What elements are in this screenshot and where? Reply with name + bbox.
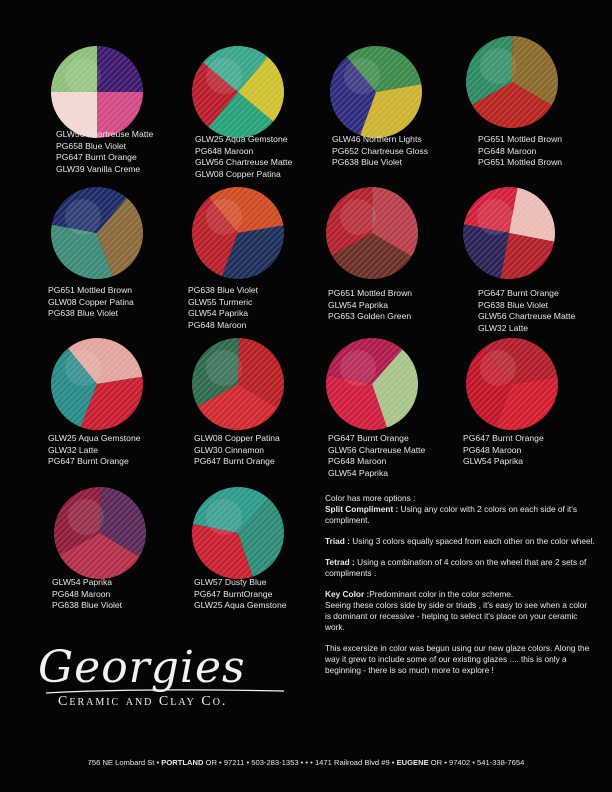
glaze-name: GLW56 Chartreuse Matte (478, 311, 576, 322)
glaze-name: GLW39 Vanilla Creme (56, 163, 141, 174)
swatch-texture (326, 338, 418, 430)
swatch-highlight (206, 58, 242, 94)
glaze-name: GLW56 Chartreuse Matte (56, 129, 154, 139)
swatch-highlight (206, 350, 242, 386)
swatch-label-5 (48, 285, 134, 320)
swatch-texture (192, 187, 284, 279)
swatch-highlight (68, 499, 104, 535)
swatch-label-11 (328, 433, 425, 479)
swatch-texture (463, 187, 555, 279)
footer-city-portland: PORTLAND (161, 758, 204, 767)
glaze-name: GLW08 Copper Patina (194, 433, 280, 443)
glaze-swatch-7 (324, 185, 420, 281)
swatch-label-13 (52, 577, 122, 612)
glaze-name: GLW32 Latte (478, 322, 528, 333)
glaze-name: PG647 Burnt Orange (463, 433, 544, 443)
swatch-texture (326, 187, 418, 279)
glaze-name: PG647 Burnt Orange (478, 288, 559, 298)
glaze-swatch-8 (461, 185, 557, 281)
logo-subtitle: Ceramic and Clay Co. (58, 694, 228, 709)
swatch-highlight (340, 199, 376, 235)
swatch-highlight (340, 350, 376, 386)
footer-address-1b: OR • 97211 • 503-283-1353 • • • 1471 Railroad Blvd #9 • (203, 758, 397, 767)
swatch-label-12 (463, 433, 544, 468)
swatch-texture (51, 187, 143, 279)
glaze-name: PG652 Chartreuse Gloss (332, 145, 429, 156)
split-title: Split Compliment : (325, 504, 399, 514)
footer-address-1: 756 NE Lombard St • (87, 758, 162, 767)
glaze-swatch-13 (52, 485, 148, 581)
swatch-texture (192, 338, 284, 430)
swatch-label-7 (328, 288, 412, 323)
swatch-texture (51, 46, 143, 138)
swatch-label-14 (194, 577, 287, 612)
glaze-name: PG647 Burnt Orange (194, 456, 275, 467)
glaze-name: PG638 Blue Violet (332, 157, 403, 168)
glaze-name: PG648 Maroon (188, 319, 247, 330)
glaze-name: PG651 Mottled Brown (478, 134, 563, 144)
tetrad-text: Using a combination of 4 colors on the wheel that are 2 sets of compliments . (325, 557, 587, 578)
swatch-label-1 (56, 129, 153, 175)
glaze-name: GLW54 Paprika (328, 467, 389, 478)
logo-script: Georgies (38, 642, 246, 693)
swatch-texture (466, 36, 558, 128)
tetrad-title: Tetrad : (325, 557, 355, 567)
glaze-name: GLW56 Chartreuse Matte (195, 157, 293, 168)
glaze-name: PG647 Burnt Orange (328, 433, 409, 443)
glaze-name: PG648 Maroon (463, 444, 522, 455)
glaze-name: GLW25 Aqua Gemstone (195, 134, 288, 144)
swatch-texture (466, 338, 558, 430)
swatch-texture (51, 338, 143, 430)
glaze-name: PG647 Burnt Orange (48, 456, 129, 467)
glaze-swatch-9 (49, 336, 145, 432)
glaze-name: GLW32 Latte (48, 444, 98, 455)
glaze-name: GLW25 Aqua Gemstone (48, 433, 141, 443)
glaze-swatch-10 (190, 336, 286, 432)
swatch-highlight (206, 199, 242, 235)
glaze-name: PG638 Blue Violet (52, 600, 123, 611)
glaze-name: PG651 Mottled Brown (328, 288, 413, 298)
closing-text: This excersize in color was begun using our new glaze colors. Along the way it grew to include some of our existing glazes .... this is only a beginning - there is so much more to explore ! (325, 643, 590, 675)
glaze-name: PG653 Golden Green (328, 311, 412, 322)
footer-address-2b: OR • 97402 • 541-338-7654 (428, 758, 525, 767)
info-intro: Color has more options : (325, 493, 416, 503)
georgies-logo (38, 642, 298, 712)
swatch-label-6 (188, 285, 258, 331)
swatch-label-8 (478, 288, 575, 334)
glaze-name: GLW56 Chartreuse Matte (328, 444, 426, 455)
glaze-name: GLW54 Paprika (328, 299, 389, 310)
glaze-name: PG651 Mottled Brown (48, 285, 133, 295)
glaze-name: GLW08 Copper Patina (48, 296, 134, 307)
swatch-label-9 (48, 433, 141, 468)
swatch-highlight (65, 199, 101, 235)
split-text: Using any color with 2 colors on each side of it's compliment. (325, 504, 577, 525)
glaze-name: PG648 Maroon (328, 456, 387, 467)
glaze-name: PG648 Maroon (195, 145, 254, 156)
glaze-name: GLW08 Copper Patina (195, 168, 281, 179)
swatch-highlight (344, 58, 380, 94)
glaze-name: GLW57 Dusty Blue (194, 577, 267, 587)
glaze-name: GLW54 Paprika (52, 577, 113, 587)
swatch-texture (330, 46, 422, 138)
key-text: Predominant color in the color scheme. (369, 589, 514, 599)
glaze-name: PG648 Maroon (478, 145, 537, 156)
glaze-swatch-3 (328, 44, 424, 140)
swatch-highlight (206, 499, 242, 535)
triad-title: Triad : (325, 536, 350, 546)
key-text-2: Seeing these colors side by side or triads , it's easy to see when a color is dominant or recessive - helping to select it's place on your ceramic work. (325, 600, 588, 632)
swatch-label-2 (195, 134, 292, 180)
glaze-name: GLW46 Northern Lights (332, 134, 422, 144)
glaze-name: PG647 BurntOrange (194, 588, 273, 599)
glaze-swatch-12 (464, 336, 560, 432)
glaze-name: PG638 Blue Violet (48, 308, 119, 319)
glaze-swatch-1 (49, 44, 145, 140)
glaze-name: PG638 Blue Violet (188, 285, 259, 295)
swatch-highlight (65, 350, 101, 386)
swatch-texture (192, 46, 284, 138)
key-title: Key Color : (325, 589, 370, 599)
glaze-name: GLW54 Paprika (463, 456, 524, 467)
swatch-highlight (480, 48, 516, 84)
color-info-panel (325, 493, 595, 686)
footer-address (0, 758, 612, 767)
glaze-name: GLW54 Paprika (188, 308, 249, 319)
glaze-swatch-11 (324, 336, 420, 432)
swatch-highlight (65, 58, 101, 94)
glaze-name: PG648 Maroon (52, 588, 111, 599)
glaze-name: PG647 Burnt Orange (56, 152, 137, 163)
glaze-name: PG651 Mottled Brown (478, 157, 563, 168)
triad-text: Using 3 colors equally spaced from each other on the color wheel. (349, 536, 595, 546)
glaze-name: GLW25 Aqua Gemstone (194, 600, 287, 611)
swatch-texture (54, 487, 146, 579)
glaze-name: PG638 Blue Violet (478, 299, 549, 310)
glaze-swatch-6 (190, 185, 286, 281)
swatch-label-10 (194, 433, 280, 468)
glaze-swatch-5 (49, 185, 145, 281)
swatch-label-3 (332, 134, 428, 169)
footer-city-eugene: EUGENE (396, 758, 429, 767)
glaze-name: GLW30 Cinnamon (194, 444, 265, 455)
glaze-name: PG658 Blue Violet (56, 140, 127, 151)
swatch-texture (192, 487, 284, 579)
swatch-highlight (480, 350, 516, 386)
glaze-swatch-4 (464, 34, 560, 130)
glaze-name: GLW55 Turmeric (188, 296, 253, 307)
swatch-highlight (477, 199, 513, 235)
swatch-label-4 (478, 134, 562, 169)
glaze-swatch-2 (190, 44, 286, 140)
glaze-swatch-14 (190, 485, 286, 581)
